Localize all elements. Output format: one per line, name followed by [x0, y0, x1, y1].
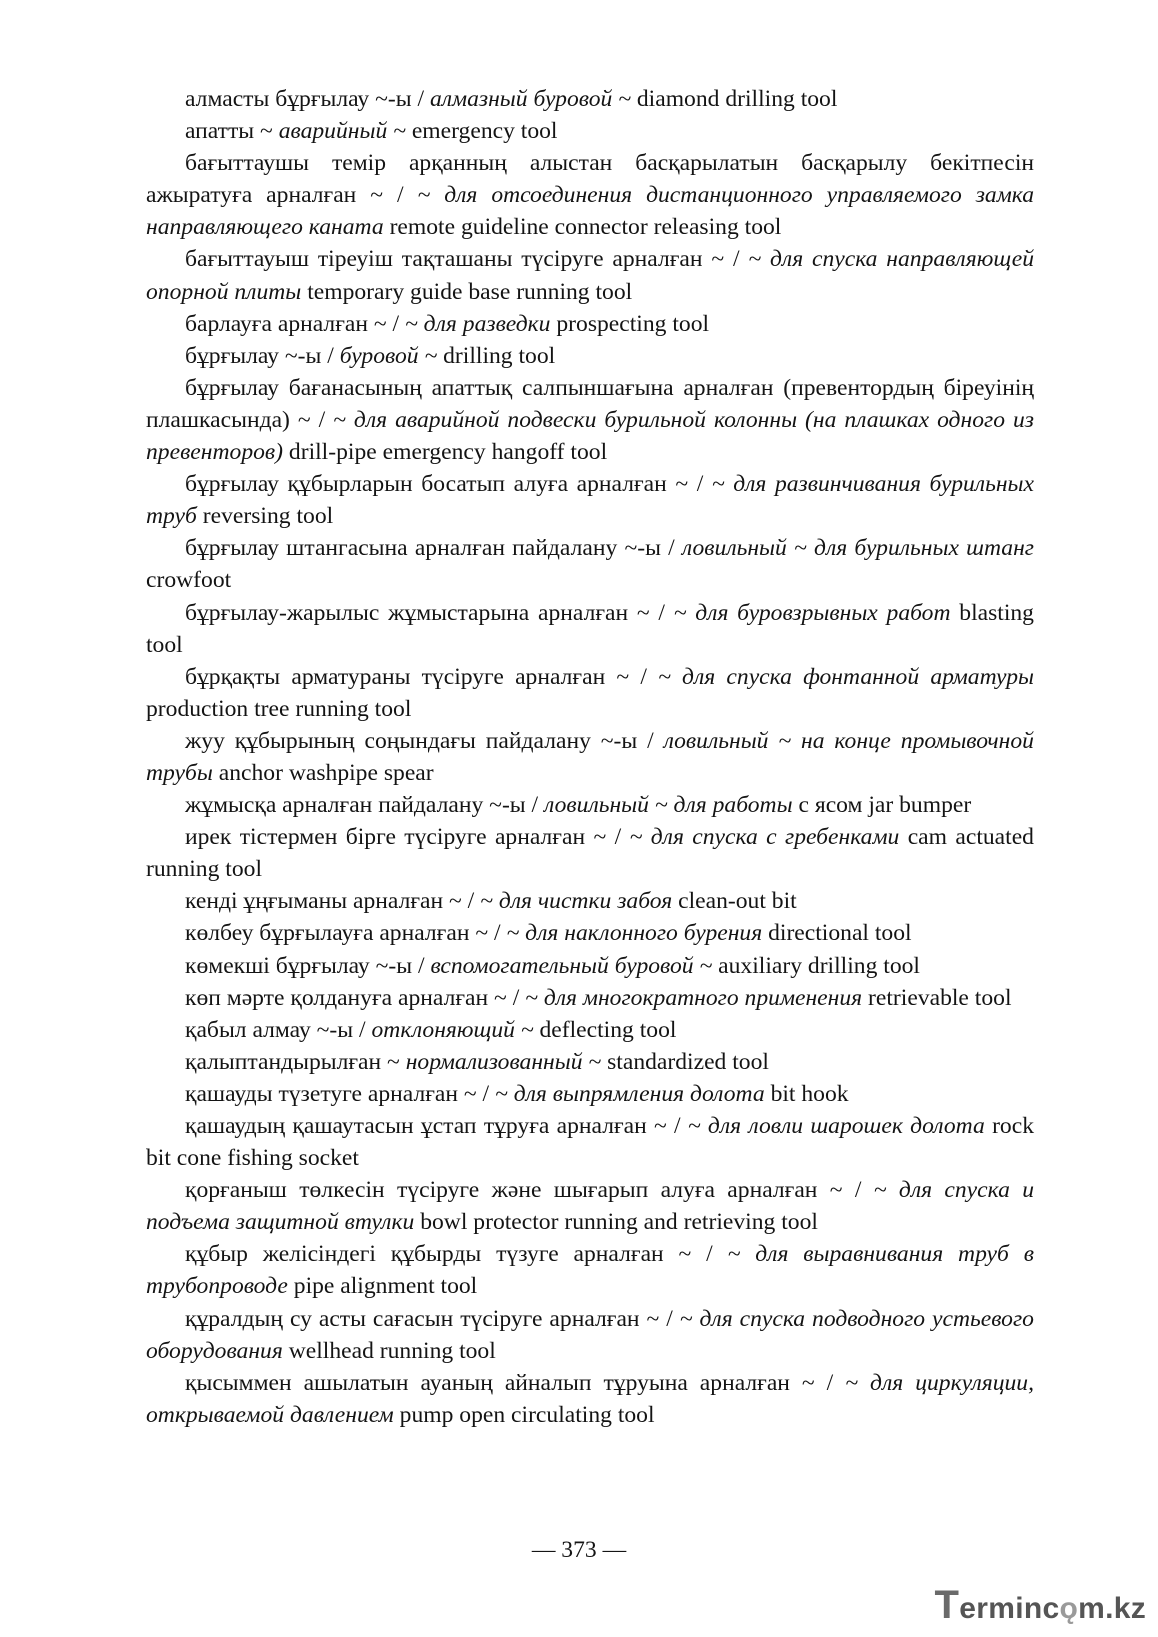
entry-kazakh: бұрғылау ~-ы /	[185, 342, 334, 369]
dictionary-entry	[146, 1078, 1034, 1110]
entry-russian: ~ для наклонного бурения	[506, 920, 763, 947]
entry-english: emergency tool	[411, 118, 558, 145]
dictionary-entry	[146, 372, 1034, 468]
page-number: — 373 —	[531, 1537, 627, 1563]
entry-kazakh: бағыттаушы темір арқанның алыстан басқарылатын басқарылу бекітпесін ажыратуға арналған ~ /	[146, 150, 1034, 209]
entry-kazakh: қорғаныш төлкесін түсіруге және шығарып алуға арналған ~ /	[185, 1177, 862, 1204]
entry-english: standardized tool	[607, 1048, 769, 1075]
entry-russian: ~ для спуска и подъема защитной втулки	[146, 1177, 1034, 1236]
entry-kazakh: құралдың су асты сағасын түсіруге арналған ~ /	[185, 1305, 673, 1332]
dictionary-entry	[146, 532, 1034, 596]
entry-russian: вспомогательный буровой ~	[430, 952, 713, 979]
entry-russian: ~ для спуска с гребенками	[629, 824, 900, 851]
entry-english: anchor washpipe spear	[218, 759, 434, 786]
dictionary-entry	[146, 597, 1034, 661]
dictionary-entries	[146, 83, 1034, 1431]
dictionary-entry	[146, 885, 1034, 917]
entry-russian: аварийный ~	[278, 118, 406, 145]
logo-text-part2: m.kz	[1078, 1592, 1146, 1625]
entry-english: pipe alignment tool	[293, 1273, 478, 1300]
dictionary-entry	[146, 1303, 1034, 1367]
entry-english: diamond drilling tool	[636, 86, 838, 112]
entry-kazakh: кенді ұңғыманы арналған ~ /	[185, 888, 475, 915]
dictionary-entry	[146, 115, 1034, 147]
entry-russian: алмазный буровой ~	[429, 86, 631, 112]
entry-english: bit hook	[770, 1080, 849, 1107]
entry-kazakh: қысыммен ашылатын ауаның айналып тұруына арналған ~ /	[185, 1369, 834, 1396]
entry-russian: ~ для выравнивания труб в трубопроводе	[146, 1241, 1035, 1300]
entry-russian: ловильный ~ для работы	[544, 792, 793, 819]
entry-kazakh: барлауға арналған ~ /	[185, 310, 400, 337]
dictionary-entry	[146, 982, 1034, 1014]
entry-english: deflecting tool	[539, 1016, 677, 1043]
entry-russian: ~ для аварийной подвески бурильной колонны (на плашках одного из превенторов)	[146, 406, 1034, 466]
logo-text-part1: erminc	[959, 1592, 1060, 1625]
entry-kazakh: көмекші бұрғылау ~-ы /	[185, 952, 425, 979]
entry-kazakh: құбыр желісіндегі құбырды түзуге арналған ~ /	[185, 1241, 713, 1268]
entry-russian: ~ для развинчивания бурильных труб	[146, 471, 1034, 530]
dictionary-entry	[146, 1367, 1034, 1431]
entry-russian: ~ для выпрямления долота	[495, 1080, 765, 1107]
entry-english: prospecting tool	[556, 310, 710, 337]
dictionary-entry	[146, 821, 1034, 885]
entry-english: clean-out bit	[678, 888, 797, 915]
dictionary-entry	[146, 308, 1034, 340]
entry-english: wellhead running tool	[288, 1337, 496, 1364]
entry-english: retrievable tool	[868, 984, 1012, 1011]
entry-kazakh: бағыттауыш тіреуіш тақташаны түсіруге арналған ~ /	[185, 246, 740, 273]
entry-english: production tree running tool	[146, 695, 412, 722]
dictionary-entry	[146, 147, 1034, 243]
entry-kazakh: қалыптандырылған ~	[185, 1048, 400, 1075]
entry-kazakh: апатты ~	[185, 118, 273, 145]
entry-russian: отклоняющий ~	[371, 1016, 534, 1043]
entry-russian: ~ для спуска подводного устьевого оборудования	[146, 1305, 1034, 1364]
entry-russian: ловильный ~ на конце промывочной трубы	[146, 727, 1034, 786]
entry-russian: ловильный ~ для бурильных штанг	[681, 535, 1034, 562]
dictionary-entry	[146, 340, 1034, 372]
logo-letter-t: T	[934, 1583, 960, 1627]
entry-english: с ясом jar bumper	[798, 792, 972, 819]
entry-russian: ~ для спуска направляющей опорной плиты	[146, 246, 1034, 305]
entry-english: crowfoot	[146, 567, 232, 594]
entry-kazakh: қабыл алмау ~-ы /	[185, 1016, 366, 1043]
entry-english: rock bit cone fishing socket	[146, 1113, 1034, 1172]
entry-english: cam actuated running tool	[146, 824, 1034, 883]
entry-english: remote guideline connector releasing tool	[389, 214, 782, 241]
entry-kazakh: бұрғылау-жарылыс жұмыстарына арналған ~ /	[185, 599, 665, 626]
logo-q-icon: ǫ	[1059, 1592, 1079, 1625]
termincom-logo	[935, 1583, 1146, 1628]
entry-russian: ~ для ловли шарошек долота	[687, 1113, 985, 1139]
entry-kazakh: жуу құбырының соңындағы пайдалану ~-ы /	[185, 727, 654, 754]
entry-english: temporary guide base running tool	[307, 278, 633, 305]
entry-kazakh: қашауды түзетуге арналған ~ /	[185, 1080, 490, 1107]
entry-english: reversing tool	[202, 503, 334, 530]
dictionary-entry	[146, 83, 1034, 115]
entry-russian: ~ для буровзрывных работ	[673, 599, 951, 626]
entry-english: blasting tool	[146, 599, 1034, 658]
entry-english: pump open circulating tool	[399, 1401, 655, 1428]
entry-english: auxiliary drilling tool	[718, 952, 920, 979]
entry-kazakh: жұмысқа арналған пайдалану ~-ы /	[185, 792, 539, 819]
dictionary-entry	[146, 725, 1034, 789]
entry-russian: ~ для отсоединения дистанционного управляемого замка направляющего каната	[146, 182, 1034, 241]
entry-russian: буровой ~	[339, 342, 438, 369]
entry-english: drill-pipe emergency hangoff tool	[288, 439, 608, 466]
dictionary-entry	[146, 917, 1034, 949]
dictionary-entry	[146, 243, 1034, 307]
entry-russian: ~ для спуска фонтанной арматуры	[658, 663, 1034, 690]
dictionary-entry	[146, 1110, 1034, 1174]
entry-kazakh: бұрғылау бағанасының апаттық салпыншағына арналған (превентордың біреуінің плашкасында) ~ /	[146, 374, 1034, 433]
entry-russian: ~ для циркуляции, открываемой давлением	[146, 1369, 1034, 1428]
dictionary-entry	[146, 1174, 1034, 1238]
entry-english: directional tool	[768, 920, 912, 947]
dictionary-entry	[146, 468, 1034, 532]
entry-english: drilling tool	[443, 342, 556, 369]
dictionary-entry	[146, 661, 1034, 725]
dictionary-entry	[146, 789, 1034, 821]
entry-russian: ~ для многократного применения	[525, 984, 863, 1011]
entry-kazakh: ирек тістермен бірге түсіруге арналған ~ /	[185, 824, 622, 851]
dictionary-entry	[146, 1014, 1034, 1046]
entry-kazakh: бұрғылау құбырларын босатып алуға арналған ~ /	[185, 471, 704, 498]
entry-english: bowl protector running and retrieving tool	[420, 1209, 818, 1236]
entry-russian: ~ для разведки	[405, 310, 551, 337]
entry-kazakh: көп мәрте қолдануға арналған ~ /	[185, 984, 520, 1011]
dictionary-entry	[146, 1046, 1034, 1078]
dictionary-entry	[146, 950, 1034, 982]
entry-russian: ~ для чистки забоя	[480, 888, 673, 915]
entry-kazakh: бұрғылау штангасына арналған пайдалану ~-ы /	[185, 535, 675, 562]
entry-kazakh: көлбеу бұрғылауға арналған ~ /	[185, 920, 501, 947]
entry-kazakh: қашаудың қашаутасын ұстап тұруға арналған ~ /	[185, 1113, 681, 1139]
entry-kazakh: бұрқақты арматураны түсіруге арналған ~ /	[185, 663, 647, 690]
entry-kazakh: алмасты бұрғылау ~-ы /	[185, 86, 425, 112]
entry-russian: нормализованный ~	[405, 1048, 602, 1075]
dictionary-entry	[146, 1238, 1034, 1302]
